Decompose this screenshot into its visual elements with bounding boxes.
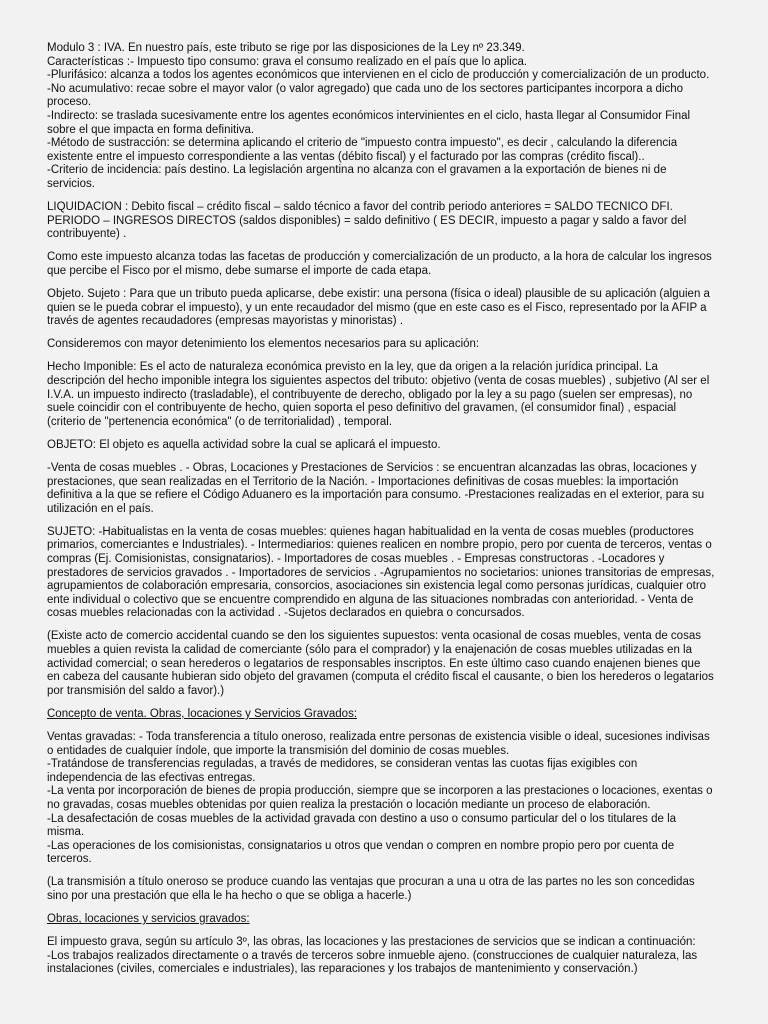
- section-heading: Concepto de venta. Obras, locaciones y Servicios Gravados:: [47, 707, 358, 720]
- text-line: servicios.: [47, 177, 95, 190]
- text-line: cosas muebles relacionadas con la actividad . -Sujetos declarados en quiebra o concursados.: [47, 607, 525, 620]
- obras-locaciones-heading: [47, 913, 715, 927]
- text-line: LIQUIDACION : Debito fiscal – crédito fiscal – saldo técnico a favor del contrib periodo anteriores = SALDO TECNICO DFI.: [47, 201, 673, 214]
- text-line: prestaciones, que sean realizadas en el Territorio de la Nación. - Importaciones definitivas de cosas muebles: la importación: [47, 475, 679, 488]
- text-line: -La venta por incorporación de bienes de propia producción, siempre que se incorporen a las prestaciones o locaciones, exentas o: [47, 785, 713, 798]
- text-line: agrupamientos de colaboración empresaria, consorcios, asociaciones sin existencia legal como personas jurídicas, cualquier otro: [47, 580, 707, 593]
- text-line: SUJETO: -Habitualistas en la venta de cosas muebles: quienes hagan habitualidad en la venta de cosas muebles (productores: [47, 525, 694, 538]
- text-line: misma.: [47, 826, 85, 839]
- text-line: OBJETO: El objeto es aquella actividad sobre la cual se aplicará el impuesto.: [47, 438, 441, 451]
- text-line: independencia de las efectivas entregas.: [47, 771, 256, 784]
- articulo-3-paragraph: [47, 936, 715, 977]
- transmision-onerosa-paragraph: [47, 876, 715, 903]
- document-page: [47, 42, 715, 987]
- text-line: Modulo 3 : IVA. En nuestro país, este tributo se rige por las disposiciones de la Ley nº 23.349.: [47, 42, 525, 54]
- text-line: o entidades de cualquier índole, que importe la transmisión del dominio de cosas muebles.: [47, 744, 510, 757]
- text-line: por transmisión del saldo a favor).): [47, 684, 225, 697]
- text-line: no gravadas, cosas muebles obtenidas por quien realiza la prestación o locación mediante un proceso de elaboración.: [47, 799, 651, 811]
- text-line: contribuyente) .: [47, 228, 127, 241]
- text-line: utilización en el país.: [47, 502, 154, 515]
- sujeto-paragraph: [47, 526, 715, 621]
- text-line: (La transmisión a título oneroso se produce cuando las ventajas que procuran a una u otra de las partes no les son concedidas: [47, 876, 695, 889]
- text-line: actividad comercial; o sean herederos o legatarios de responsables inscriptos. En este último caso cuando enajenen bienes que: [47, 657, 701, 670]
- text-line: Objeto. Sujeto : Para que un tributo pueda aplicarse, debe existir: una persona (física o ideal) plausible de su aplicación (alguien a: [47, 288, 710, 300]
- text-line: suele coincidir con el contribuyente de hecho, quien soporta el peso definitivo del gravamen, (el consumidor final) , espacial: [47, 402, 677, 415]
- venta-cosas-paragraph: [47, 462, 715, 516]
- text-line: sobre el que impacta en forma definitiva.: [47, 123, 255, 136]
- section-heading: Obras, locaciones y servicios gravados:: [47, 913, 250, 926]
- elementos-paragraph: [47, 338, 715, 352]
- text-line: sino por una prestación que ella le ha hecho o que se obliga a hacerle.): [47, 890, 412, 903]
- text-line: que percibe el Fisco por el mismo, debe sumarse el importe de cada etapa.: [47, 264, 432, 277]
- text-line: Como este impuesto alcanza todas las facetas de producción y comercialización de un producto, a la hora de calcular los ingresos: [47, 251, 712, 264]
- text-line: muebles a quien revista la calidad de comerciante (sólo para el comprador) y la enajenación de cosas muebles utilizadas en la: [47, 644, 692, 657]
- text-line: proceso.: [47, 96, 92, 109]
- liquidacion-paragraph: [47, 201, 715, 242]
- text-line: quien se le pueda cobrar el impuesto), y un ente recaudador del mismo (que en este caso es el Fisco, representado por la AFIP a: [47, 301, 707, 314]
- text-line: -Criterio de incidencia: país destino. La legislación argentina no alcanza con el gravamen a la exportación de bienes ni de: [47, 164, 667, 177]
- text-line: instalaciones (civiles, comerciales e industriales), las reparaciones y los trabajos de mantenimiento y conservación.): [47, 963, 638, 976]
- facetas-paragraph: [47, 251, 715, 278]
- text-line: ente individual o colectivo que se encuentre comprendido en alguna de las situaciones nombradas con anterioridad. - Venta de: [47, 593, 694, 606]
- text-line: -Plurifásico: alcanza a todos los agentes económicos que intervienen en el ciclo de producción y comercialización de un producto.: [47, 69, 710, 82]
- text-line: en cabeza del causante hubieran sido objeto del gravamen (computa el crédito fiscal el causante, o bien los herederos o legatarios: [47, 671, 714, 684]
- objeto-paragraph: [47, 439, 715, 453]
- text-line: -Venta de cosas muebles . - Obras, Locaciones y Prestaciones de Servicios : se encuentran alcanzadas las obras, locaciones y: [47, 461, 697, 474]
- text-line: -Tratándose de transferencias reguladas, a través de medidores, se consideran ventas las cuotas fijas exigibles con: [47, 758, 638, 771]
- text-line: compras (Ej. Comisionistas, consignatarios). - Importadores de cosas muebles . - Empresas constructoras . -Locadores y: [47, 553, 665, 565]
- text-line: -No acumulativo: recae sobre el mayor valor (o valor agregado) que cada uno de los sectores participantes incorpora a dicho: [47, 82, 684, 95]
- text-line: -Método de sustracción: se determina aplicando el criterio de "impuesto contra impuesto", es decir , calculando la diferencia: [47, 137, 678, 150]
- text-line: (criterio de "pertenencia económica" (o de territorialidad) , temporal.: [47, 415, 393, 428]
- text-line: PERIODO – INGRESOS DIRECTOS (saldos disponibles) = saldo definitivo ( ES DECIR, impuesto a pagar y saldo a favor del: [47, 214, 687, 227]
- text-line: Ventas gravadas: - Toda transferencia a título oneroso, realizada entre personas de existencia visible o ideal, sucesiones indivisas: [47, 731, 710, 744]
- text-line: (Existe acto de comercio accidental cuando se den los siguientes supuestos: venta ocasional de cosas muebles, venta de cosas: [47, 630, 701, 643]
- text-line: -Los trabajos realizados directamente o a través de terceros sobre inmueble ajeno. (construcciones de cualquier naturaleza, las: [47, 949, 698, 962]
- text-line: definitiva a la que se refiere el Código Aduanero es la importación para consumo. -Prestaciones realizadas en el exterior, para su: [47, 489, 705, 502]
- hecho-imponible-paragraph: [47, 361, 715, 429]
- text-line: El impuesto grava, según su artículo 3º, las obras, las locaciones y las prestaciones de servicios que se indican a continuación:: [47, 936, 696, 949]
- text-line: Hecho Imponible: Es el acto de naturaleza económica previsto en la ley, que da origen a la relación jurídica principal. La: [47, 361, 658, 374]
- text-line: primarios, comerciantes e Industriales). - Intermediarios: quienes realicen en nombre propio, pero por cuenta de terceros, ventas o: [47, 539, 712, 552]
- text-line: Características :- Impuesto tipo consumo: grava el consumo realizado en el país que lo aplica.: [47, 55, 528, 68]
- objeto-sujeto-paragraph: [47, 288, 715, 329]
- text-line: -Indirecto: se traslada sucesivamente entre los agentes económicos intervinientes en el ciclo, hasta llegar al Consumidor Final: [47, 109, 691, 122]
- text-line: descripción del hecho imponible integra los siguientes aspectos del tributo: objetivo (venta de cosas muebles) , subjetivo (Al ser el: [47, 374, 710, 387]
- text-line: prestadores de servicios gravados . - Importadores de servicios . -Agrupamientos no societarios: uniones transitorias de empresas,: [47, 566, 715, 579]
- concepto-venta-heading: [47, 708, 715, 722]
- text-line: -Las operaciones de los comisionistas, consignatarios u otros que vendan o compren en nombre propio pero por cuenta de: [47, 839, 675, 852]
- text-line: través de agentes recaudadores (empresas mayoristas y minoristas) .: [47, 315, 404, 328]
- text-line: Consideremos con mayor detenimiento los elementos necesarios para su aplicación:: [47, 338, 480, 351]
- ventas-gravadas-paragraph: [47, 731, 715, 867]
- text-line: I.V.A. un impuesto indirecto (trasladable), el contribuyente de derecho, obligado por la ley a su pago (suelen ser empresas), no: [47, 388, 693, 401]
- text-line: terceros.: [47, 853, 92, 866]
- intro-paragraph: [47, 42, 715, 192]
- text-line: existente entre el impuesto correspondiente a las ventas (débito fiscal) y el facturado por las compras (crédito fiscal)..: [47, 150, 645, 163]
- acto-comercio-paragraph: [47, 630, 715, 698]
- text-line: -La desafectación de cosas muebles de la actividad gravada con destino a uso o consumo particular del o los titulares de la: [47, 812, 677, 825]
